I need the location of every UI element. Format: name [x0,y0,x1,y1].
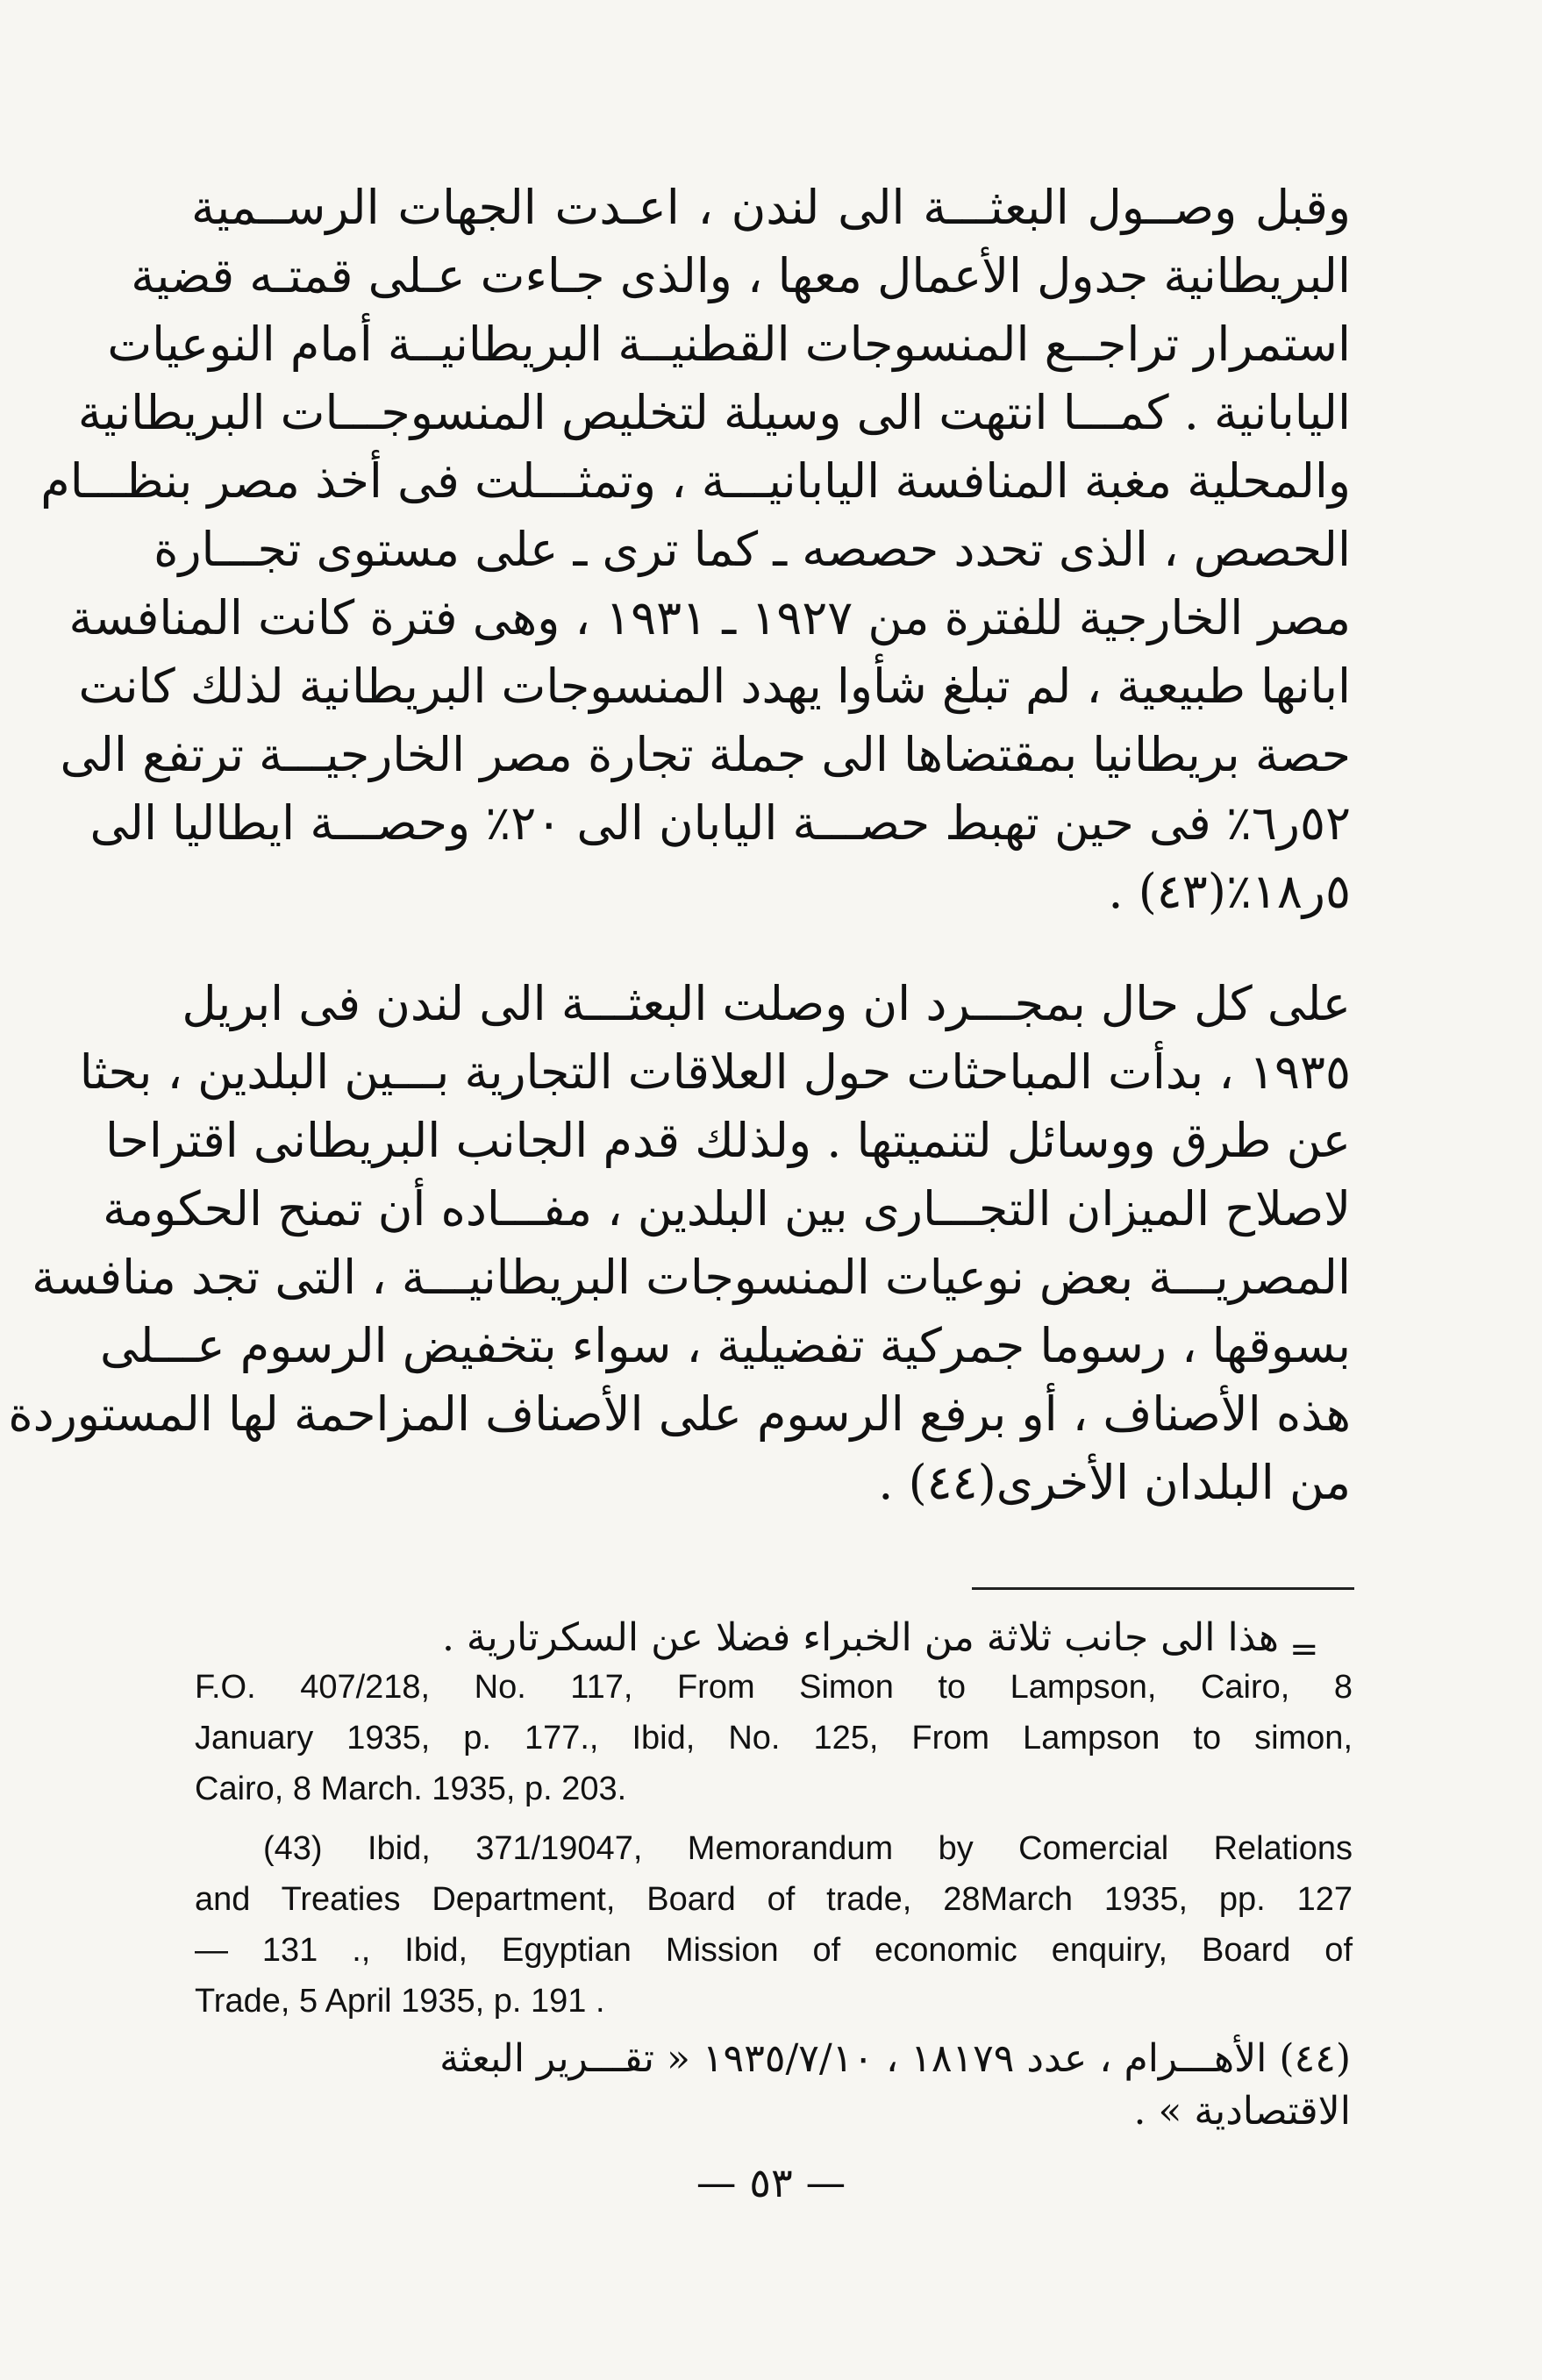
footnote-44-line: (٤٤) الأهـــرام ، عدد ١٨١٧٩ ، ١٩٣٥/٧/١٠ « تقـــرير البعثة [439,2036,1351,2081]
text-line: وقبل وصــول البعثـــة الى لندن ، اعـدت الجهات الرســمية [191,180,1351,235]
text-line: والمحلية مغبة المنافسة اليابانيـــة ، وتمثـــلت فى أخذ مصر بنظـــام [40,453,1351,509]
text-line: على كل حال بمجـــرد ان وصلت البعثـــة الى لندن فى ابريل [182,976,1351,1031]
text-line: استمرار تراجــع المنسوجات القطنيــة البريطانيــة أمام النوعيات [107,317,1351,372]
text-line: ٥ر١٨٪(٤٣) . [1108,864,1351,919]
footnote-42-line: Cairo, 8 March. 1935, p. 203. [195,1771,627,1807]
footnote-42-line: F.O. 407/218, No. 117, From Simon to Lampson, Cairo, 8 [195,1669,1353,1706]
footnote-43-line: and Treaties Department, Board of trade, 28March 1935, pp. 127 [195,1881,1353,1918]
text-line: اليابانية . كمـــا انتهت الى وسيلة لتخليص المنسوجـــات البريطانية [77,385,1351,440]
text-line: عن طرق ووسائل لتنميتها . ولذلك قدم الجانب البريطانى اقتراحا [105,1113,1351,1168]
text-line: ٥٢ر٦٪ فى حين تهبط حصـــة اليابان الى ٢٠٪ وحصـــة ايطاليا الى [89,795,1351,851]
footnote-marker: = [1289,1629,1319,1670]
footnote-43-line: — 131 ., Ibid, Egyptian Mission of economic enquiry, Board of [195,1932,1353,1969]
footnote-separator [972,1587,1354,1590]
footnote-43-line: (43) Ibid, 371/19047, Memorandum by Comercial Relations [263,1830,1353,1867]
text-line: مصر الخارجية للفترة من ١٩٢٧ ـ ١٩٣١ ، وهى فترة كانت المنافسة [68,590,1351,645]
text-line: المصريـــة بعض نوعيات المنسوجات البريطانيـــة ، التى تجد منافسة [32,1250,1351,1305]
text-line: حصة بريطانيا بمقتضاها الى جملة تجارة مصر الخارجيـــة ترتفع الى [60,727,1351,782]
text-line: الحصص ، الذى تحدد حصصه ـ كما ترى ـ على مستوى تجـــارة [153,522,1351,577]
footnote-42-arabic: هذا الى جانب ثلاثة من الخبراء فضلا عن السكرتارية . [441,1615,1279,1660]
page-number: — ٥٣ — [696,2159,846,2206]
text-line: من البلدان الأخرى(٤٤) . [878,1455,1351,1510]
text-line: البريطانية جدول الأعمال معها ، والذى جـاءت عـلى قمتـه قضية [131,248,1351,303]
footnote-44-line: الاقتصادية » . [1133,2089,1351,2134]
footnote-42-line: January 1935, p. 177., Ibid, No. 125, From Lampson to simon, [195,1720,1353,1756]
text-line: بسوقها ، رسوما جمركية تفضيلية ، سواء بتخفيض الرسوم عـــلى [99,1318,1351,1373]
footnote-43-line: Trade, 5 April 1935, p. 191 . [195,1983,605,2020]
text-line: هذه الأصناف ، أو برفع الرسوم على الأصناف المزاحمة لها المستوردة [8,1386,1351,1442]
text-line: ابانها طبيعية ، لم تبلغ شأوا يهدد المنسوجات البريطانية لذلك كانت [78,659,1351,714]
text-line: لاصلاح الميزان التجـــارى بين البلدين ، مفـــاده أن تمنح الحكومة [103,1181,1351,1236]
text-line: ١٩٣٥ ، بدأت المباحثات حول العلاقات التجارية بـــين البلدين ، بحثا [79,1044,1351,1100]
